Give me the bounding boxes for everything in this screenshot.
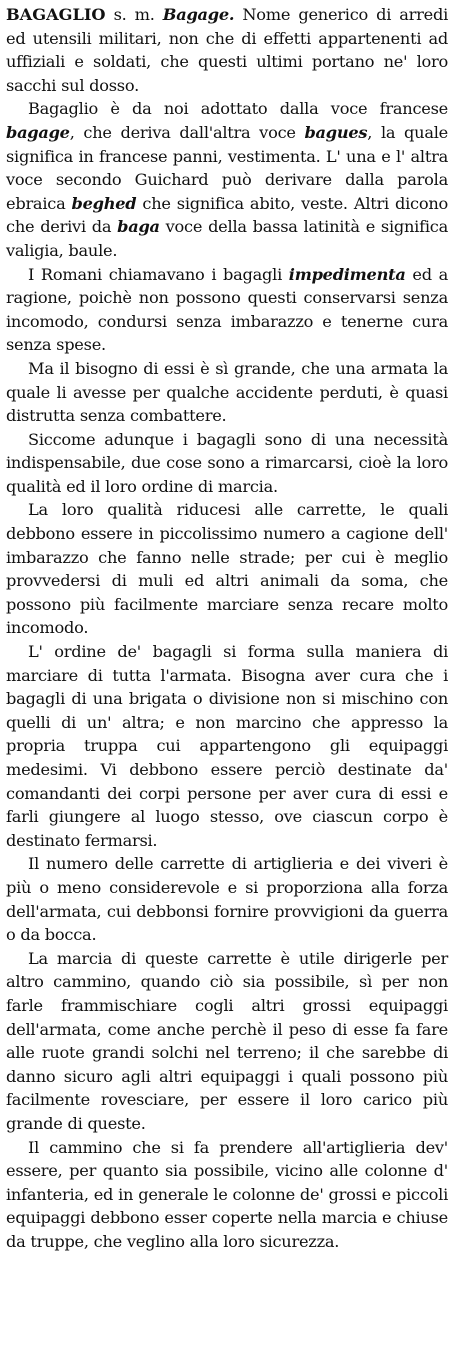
italic-term: bagage (6, 122, 70, 142)
text-run: voce della bassa latinità e significa valigia, baule. (6, 217, 448, 260)
paragraph-route (6, 1136, 448, 1254)
text-run: Il numero delle carrette di artiglieria e dei viveri è più o meno considerevole e si proporziona alla forza dell'armata, cui debbonsi fornire provvigioni da guerra o da bocca. (6, 854, 448, 945)
text-run: I Romani chiamavano i bagagli (28, 264, 289, 284)
text-run: Ma il bisogno di essi è sì grande, che una armata la quale li avesse per qualche accidente perduti, è quasi distrutta senza combattere. (6, 358, 448, 426)
text-run: La marcia di queste carrette è utile dirigerle per altro cammino, quando ciò sia possibile, sì per non farle frammischiare cogli altri grossi equipaggi dell'armata, come anche perchè il peso di esse fa fare alle ruote grandi solchi nel terreno; il che sarebbe di danno sicuro agli altri equipaggi i quali possono più facilmente rovesciare, per essere il loro carico più grande di queste. (6, 948, 448, 1133)
paragraph-artillery-number (6, 852, 448, 946)
text-run: Il cammino che si fa prendere all'artiglieria dev' essere, per quanto sia possibile, vicino alle colonne d' infanteria, ed in generale le colonne de' grossi e piccoli equipaggi debbono esser coperte nella marcia e chiuse da truppe, che veglino alla loro sicurezza. (6, 1137, 448, 1251)
french-term: Bagage. (162, 5, 235, 24)
text-run: L' ordine de' bagagli si forma sulla maniera di marciare di tutta l'armata. Bisogna aver cura che i bagagli di una brigata o divisione non si mischino con quelli di un' altra; e non marcino che appresso la propria truppa cui appartengono gli equipaggi medesimi. Vi debbono essere perciò destinate da' comandanti dei corpi persone per aver cura di essi e farli giungere al luogo stesso, ove ciascun corpo è destinato fermarsi. (6, 642, 448, 850)
dictionary-page (6, 3, 448, 1253)
text-run: ed a ragione, poichè non possono questi conservarsi senza incomodo, condursi senza imbarazzo e tenerne cura senza spese. (6, 264, 448, 355)
text-run: La loro qualità riducesi alle carrette, le quali debbono essere in piccolissimo numero a cagione dell' imbarazzo che fanno nelle strade; per cui è meglio provvedersi di muli ed altri animali da soma, che possono più facilmente marciare senza recare molto incomodo. (6, 500, 448, 638)
italic-term: baga (117, 217, 160, 237)
paragraph-order (6, 640, 448, 852)
text-run: Bagaglio è da noi adottato dalla voce francese (28, 99, 448, 119)
italic-term: beghed (71, 193, 137, 213)
grammar-label: s. m. (113, 5, 155, 24)
paragraph-romans (6, 263, 448, 357)
paragraph-march (6, 947, 448, 1136)
italic-term: bagues (304, 122, 368, 142)
paragraph-quality (6, 498, 448, 640)
definition-text: Nome generico di arredi ed utensili militari, non che di effetti appartenenti ad uffiziali e soldati, che questi ultimi portano ne' loro sacchi sul dosso. (6, 5, 448, 95)
italic-term: impedimenta (288, 264, 406, 284)
paragraph-necessity (6, 428, 448, 499)
text-run: che significa abito, veste. Altri dicono che derivi da (6, 193, 448, 237)
text-run: , che deriva dall'altra voce (69, 122, 305, 142)
entry-paragraph (6, 3, 448, 97)
text-run: Siccome adunque i bagagli sono di una necessità indispensabile, due cose sono a rimarcarsi, cioè la loro qualità ed il loro ordine di marcia. (6, 429, 448, 496)
text-run: , la quale significa in francese panni, vestimenta. L' una e l' altra voce secondo Guichard può derivare dalla parola ebraica (6, 122, 448, 213)
paragraph-etymology (6, 97, 448, 262)
headword: BAGAGLIO (6, 5, 106, 24)
paragraph-need (6, 357, 448, 428)
